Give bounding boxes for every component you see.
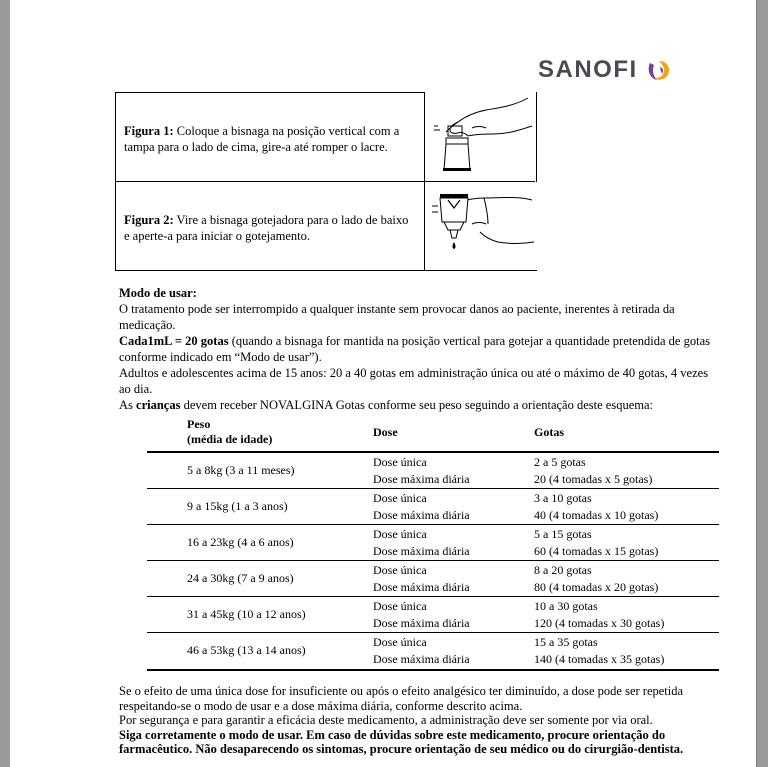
row-dose-unica: Dose única (373, 599, 427, 613)
table-row (147, 453, 719, 489)
sanofi-logo (538, 56, 672, 84)
row-gotas-maxima: 60 (4 tomadas x 15 gotas) (534, 544, 659, 558)
row-gotas-maxima: 80 (4 tomadas x 20 gotas) (534, 580, 659, 594)
figure-2-text: Vire a bisnaga gotejadora para o lado de baixo e aperte-a para iniciar o gotejamento. (124, 213, 409, 243)
row-peso: 24 a 30kg (7 a 9 anos) (187, 571, 294, 585)
document-page (10, 0, 757, 767)
row-peso: 9 a 15kg (1 a 3 anos) (187, 499, 288, 513)
row-dose-unica: Dose única (373, 455, 427, 469)
figure-2-label: Figura 2: (124, 213, 174, 227)
row-gotas-maxima: 120 (4 tomadas x 30 gotas) (534, 616, 665, 630)
row-gotas-maxima: 20 (4 tomadas x 5 gotas) (534, 472, 653, 486)
row-gotas-unica: 3 a 10 gotas (534, 491, 592, 505)
modo-de-usar-p4 (119, 397, 719, 413)
header-peso: Peso (187, 417, 211, 431)
figure-bottom-extension (425, 270, 537, 271)
table-row (147, 489, 719, 525)
logo-text: SANOFI (538, 56, 638, 83)
table-row (147, 525, 719, 561)
modo-de-usar-p2 (119, 333, 719, 365)
modo-de-usar-p4-a: As (119, 398, 137, 412)
footer-p2: Por segurança e para garantir a eficácia deste medicamento, a administração deve ser somente por via oral. (119, 713, 653, 727)
sanofi-bird-icon (646, 57, 672, 83)
modo-de-usar-p1: O tratamento pode ser interrompido a qualquer instante sem provocar danos ao paciente, inerentes à retirada da medicação. (119, 302, 675, 332)
row-peso: 46 a 53kg (13 a 14 anos) (187, 643, 306, 657)
table-row (147, 633, 719, 671)
footer-section (119, 684, 719, 757)
table-row (147, 561, 719, 597)
row-gotas-unica: 5 a 15 gotas (534, 527, 592, 541)
row-dose-maxima: Dose máxima diária (373, 616, 470, 630)
row-gotas-maxima: 140 (4 tomadas x 35 gotas) (534, 652, 665, 666)
row-dose-maxima: Dose máxima diária (373, 652, 470, 666)
dose-table (147, 413, 719, 671)
modo-de-usar-p4-b: devem receber NOVALGINA Gotas conforme seu peso seguindo a orientação deste esquema: (180, 398, 653, 412)
row-dose-maxima: Dose máxima diária (373, 472, 470, 486)
figure-1-caption (124, 123, 416, 155)
hand-twisting-cap-illustration (428, 96, 538, 178)
modo-de-usar-p2-rest: (quando a bisnaga for mantida na posição vertical para gotejar a quantidade pretendida de gotas conforme indicado em “Modo de usar”). (119, 334, 710, 364)
figure-row-1 (116, 93, 424, 182)
row-dose-unica: Dose única (373, 563, 427, 577)
row-gotas-unica: 15 a 35 gotas (534, 635, 598, 649)
footer-p3-bold: Siga corretamente o modo de usar. Em caso de dúvidas sobre este medicamento, procure orientação do farmacêutico. Não desaparecendo os sintomas, procure orientação de seu médico ou do cirurgião-dentista. (119, 727, 684, 756)
row-peso: 5 a 8kg (3 a 11 meses) (187, 463, 295, 477)
figure-divider-extension (425, 181, 535, 182)
row-peso: 31 a 45kg (10 a 12 anos) (187, 607, 306, 621)
table-row (147, 597, 719, 633)
row-dose-unica: Dose única (373, 527, 427, 541)
figure-2-caption (124, 212, 416, 244)
row-dose-unica: Dose única (373, 491, 427, 505)
row-dose-unica: Dose única (373, 635, 427, 649)
figure-1-text: Coloque a bisnaga na posição vertical com a tampa para o lado de cima, gire-a até romper o lacre. (124, 124, 400, 154)
footer-p1: Se o efeito de uma única dose for insuficiente ou após o efeito analgésico ter diminuído, a dose pode ser repetida respeitando-se o modo de usar e a dose máxima diária, conforme descrito acima. (119, 684, 684, 713)
row-gotas-unica: 8 a 20 gotas (534, 563, 592, 577)
figure-table (115, 92, 425, 271)
figure-1-label: Figura 1: (124, 124, 174, 138)
modo-de-usar-heading: Modo de usar: (119, 286, 197, 300)
modo-de-usar-p3: Adultos e adolescentes acima de 15 anos: 20 a 40 gotas em administração única ou até o máximo de 40 gotas, 4 vezes ao dia. (119, 366, 709, 396)
dose-table-header (147, 413, 719, 453)
row-dose-maxima: Dose máxima diária (373, 580, 470, 594)
header-dose: Dose (373, 425, 398, 439)
hand-squeezing-dropper-illustration (428, 186, 538, 268)
row-dose-maxima: Dose máxima diária (373, 508, 470, 522)
row-dose-maxima: Dose máxima diária (373, 544, 470, 558)
row-gotas-unica: 2 a 5 gotas (534, 455, 586, 469)
modo-de-usar-section (119, 285, 719, 413)
row-peso: 16 a 23kg (4 a 6 anos) (187, 535, 294, 549)
modo-de-usar-p2-bold: Cada1mL = 20 gotas (119, 334, 229, 348)
modo-de-usar-p4-bold: crianças (136, 398, 181, 412)
row-gotas-unica: 10 a 30 gotas (534, 599, 598, 613)
figure-row-2 (116, 182, 424, 270)
footer-p3 (119, 728, 719, 757)
header-gotas: Gotas (534, 425, 564, 439)
row-gotas-maxima: 40 (4 tomadas x 10 gotas) (534, 508, 659, 522)
header-media-idade: (média de idade) (187, 432, 273, 446)
